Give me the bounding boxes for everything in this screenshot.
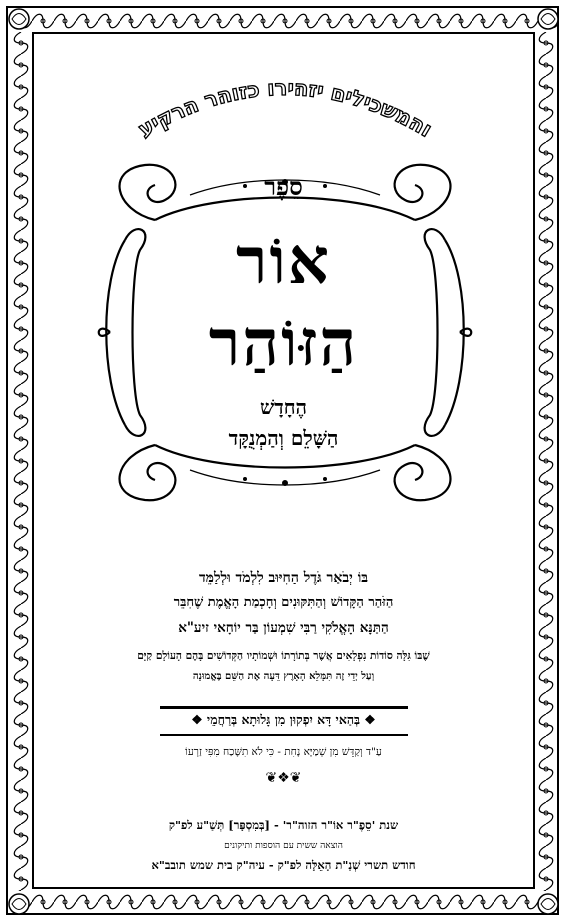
quote: ❖ בְּהַאי דָּא יִפְקוּן מִן גָּלוּתָא בְּרַחֲמֵי ❖ <box>191 712 376 727</box>
title-hazohar: הַזּוֹהַר <box>208 306 359 381</box>
description-line: הַתַּנָּא הָאֱלֹקִי רַבִּי שִׁמְעוֹן בַּר יוֹחָאי זיע"א <box>178 620 389 636</box>
title-or: אוֹר <box>236 224 331 299</box>
corner-ornament-icon <box>533 4 563 34</box>
sefer-label: סֵפֶר <box>264 172 303 201</box>
corner-ornament-icon <box>4 4 34 34</box>
subtitle-hashalem: הַשָּׁלֵם וְהַמְנֻקָּד <box>228 426 339 450</box>
border-pattern-left <box>10 32 32 891</box>
edition-note: הוצאה ששית עם הוספות ותיקונים <box>224 841 343 851</box>
description-line: בּוֹ יְבֹאַר גֹּדֶל הַחִיּוּב לִלְמֹד וּלְלַמֵּד <box>198 570 369 586</box>
description-line: וְעַל יְדֵי זֶה תִּמָּלֵא הָאָרֶץ דֵּעָה אֶת הַשֵּׁם בֶּאֱמוּנָה <box>192 671 375 682</box>
border-pattern-right <box>535 32 557 891</box>
subtitle-hechadash: הֶחָדָשׁ <box>259 395 308 419</box>
description-line: הַזֹּהַר הַקָּדוֹשׁ וְהַתִּקּוּנִים וְחָכְמַת הָאֱמֶת שֶׁחִבֵּר <box>173 595 394 610</box>
publication-year: שנת 'סֵפֶ"ר אוֹ"ר הזוה"ר' - [בְּמִסְפָּר] תְּשַׁ"ע לפ"ק <box>168 818 399 832</box>
divider <box>160 706 408 709</box>
arched-motto-text: והמשכילים יזהירו כזוהר הרקיע <box>134 75 436 142</box>
description-line: שֶׁבּוֹ גִּלָּה סוֹדוֹת נִפְלָאִים אֲשֶׁר בְּתוֹרָתוֹ וּשְׁמוֹתָיו הַקְּדוֹשִׁים בָּהֶם הָעוֹלָם קַיָּם <box>137 650 430 662</box>
publication-place: חודש תשרי שְׁנַ"ת הָאֵלָּה לפ"ק - עיה"ק בית שמש תובב"א <box>151 858 416 872</box>
divider <box>160 734 408 736</box>
border-pattern-bottom <box>10 891 557 913</box>
fleuron-icon: ❦❖❦ <box>265 770 302 786</box>
corner-ornament-icon <box>533 889 563 919</box>
corner-ornament-icon <box>4 889 34 919</box>
svg-text:והמשכילים יזהירו כזוהר הרקיע <box>134 76 436 142</box>
verse: עַ"ד וְקַדֵּשׁ מִן שְׁמַיָּא נָחִת - כִּי לֹא תִשָּׁכַח מִפִּי זַרְעוֹ <box>185 746 382 758</box>
